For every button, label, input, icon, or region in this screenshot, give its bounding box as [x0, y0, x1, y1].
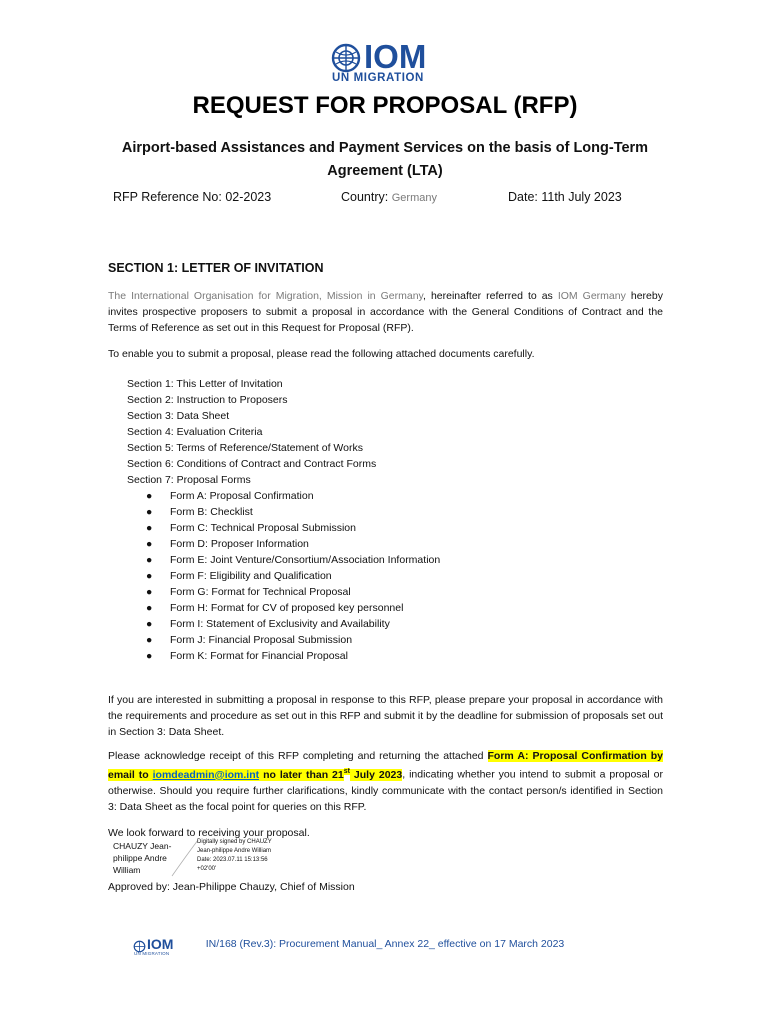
bullet-icon: ●	[146, 618, 153, 630]
country-field	[341, 190, 437, 204]
acknowledge-paragraph	[108, 748, 663, 815]
list-item: ● Form E: Joint Venture/Consortium/Association Information	[146, 554, 441, 566]
list-item: ● Form B: Checklist	[146, 506, 253, 518]
intro-paragraph	[108, 288, 663, 336]
un-emblem-icon	[330, 42, 362, 74]
list-item: Section 3: Data Sheet	[127, 410, 230, 422]
list-item: ● Form I: Statement of Exclusivity and Availability	[146, 618, 390, 630]
list-item: ● Form F: Eligibility and Qualification	[146, 570, 332, 582]
bullet-icon: ●	[146, 570, 153, 582]
forms-list	[146, 488, 440, 664]
country-label: Country:	[341, 190, 389, 204]
ack-highlight-3: July 2023	[349, 768, 403, 781]
bullet-icon: ●	[146, 554, 153, 566]
list-item: Section 7: Proposal Forms	[127, 474, 251, 486]
intro-rest: hereby invites prospective proposers to submit a proposal in accordance with the General Conditions of Contract and the Terms of Reference as set out in this Request for Proposal (RFP).	[108, 290, 663, 334]
signature-name: CHAUZY Jean-philippe Andre William	[113, 841, 172, 875]
page-footer: IN/168 (Rev.3): Procurement Manual_ Annex 22_ effective on 17 March 2023	[205, 938, 565, 950]
ack-highlight-2: no later than 21	[259, 768, 344, 781]
document-title: REQUEST FOR PROPOSAL (RFP)	[192, 92, 578, 119]
rfp-reference: RFP Reference No: 02-2023	[113, 190, 272, 204]
bullet-icon: ●	[146, 586, 153, 598]
intro-org-short: IOM Germany	[557, 290, 626, 302]
signature-detail-line: Jean-philippe Andre William	[197, 848, 272, 854]
list-item: Section 6: Conditions of Contract and Contract Forms	[127, 458, 377, 470]
ack-post: , indicating whether you intend to submit a proposal or otherwise. Should you require further clarifications, kindly communicate with the contact person/s identified in Section 3: Data Sheet as the focal point for queries on this RFP.	[108, 768, 663, 813]
ack-superscript: st	[343, 768, 350, 775]
logo-tagline: UN MIGRATION	[332, 72, 424, 84]
logo-wordmark: IOM	[364, 38, 427, 75]
bullet-icon: ●	[146, 634, 153, 646]
intro-org: The International Organisation for Migration, Mission in Germany	[108, 290, 424, 302]
email-link[interactable]: iomdeadmin@iom.int	[152, 768, 260, 781]
footer-logo-wordmark: IOM	[147, 936, 174, 952]
signature-detail-line: Digitally signed by CHAUZY	[197, 839, 272, 845]
bullet-icon: ●	[146, 522, 153, 534]
list-item: Section 4: Evaluation Criteria	[127, 426, 263, 438]
interest-paragraph: If you are interested in submitting a proposal in response to this RFP, please prepare your proposal in accordance with the requirements and procedure as set out in this RFP and submit it by the deadline for submission of proposals set out in Section 3: Data Sheet.	[108, 694, 663, 738]
section-list	[127, 376, 376, 488]
list-item: ● Form H: Format for CV of proposed key personnel	[146, 602, 404, 614]
signature-details	[197, 838, 287, 874]
footer-logo-tagline: UN MIGRATION	[134, 951, 170, 956]
iom-logo	[330, 38, 440, 86]
list-item: Section 2: Instruction to Proposers	[127, 394, 288, 406]
list-item: Section 1: This Letter of Invitation	[127, 378, 283, 390]
ack-highlight-1: Form A: Proposal Confirmation by email to	[108, 750, 663, 781]
list-item: ● Form A: Proposal Confirmation	[146, 490, 314, 502]
list-item: ● Form G: Format for Technical Proposal	[146, 586, 351, 598]
subtitle-line-2: Agreement (LTA)	[327, 163, 443, 179]
signature-detail-line: Date: 2023.07.11 15:13:56	[197, 857, 268, 863]
document-subtitle	[110, 137, 660, 183]
country-value: Germany	[391, 192, 437, 204]
closing-line: We look forward to receiving your proposal.	[108, 827, 310, 839]
list-item: ● Form D: Proposer Information	[146, 538, 309, 550]
enable-paragraph: To enable you to submit a proposal, please read the following attached documents carefully.	[108, 348, 535, 360]
intro-mid: , hereinafter referred to as	[423, 290, 558, 302]
list-item: ● Form J: Financial Proposal Submission	[146, 634, 353, 646]
list-item: ● Form C: Technical Proposal Submission	[146, 522, 356, 534]
list-item: ● Form K: Format for Financial Proposal	[146, 650, 348, 662]
list-item: Section 5: Terms of Reference/Statement of Works	[127, 442, 363, 454]
approved-by: Approved by: Jean-Philippe Chauzy, Chief of Mission	[108, 881, 355, 893]
bullet-icon: ●	[146, 538, 153, 550]
rfp-date: Date: 11th July 2023	[508, 190, 622, 204]
signature-detail-line: +02'00'	[197, 866, 217, 872]
bullet-icon: ●	[146, 506, 153, 518]
bullet-icon: ●	[146, 650, 153, 662]
bullet-icon: ●	[146, 490, 153, 502]
section-heading: SECTION 1: LETTER OF INVITATION	[108, 261, 324, 275]
subtitle-line-1: Airport-based Assistances and Payment Services on the basis of Long-Term	[121, 140, 649, 156]
ack-pre: Please acknowledge receipt of this RFP completing and returning the attached	[108, 750, 488, 762]
bullet-icon: ●	[146, 602, 153, 614]
